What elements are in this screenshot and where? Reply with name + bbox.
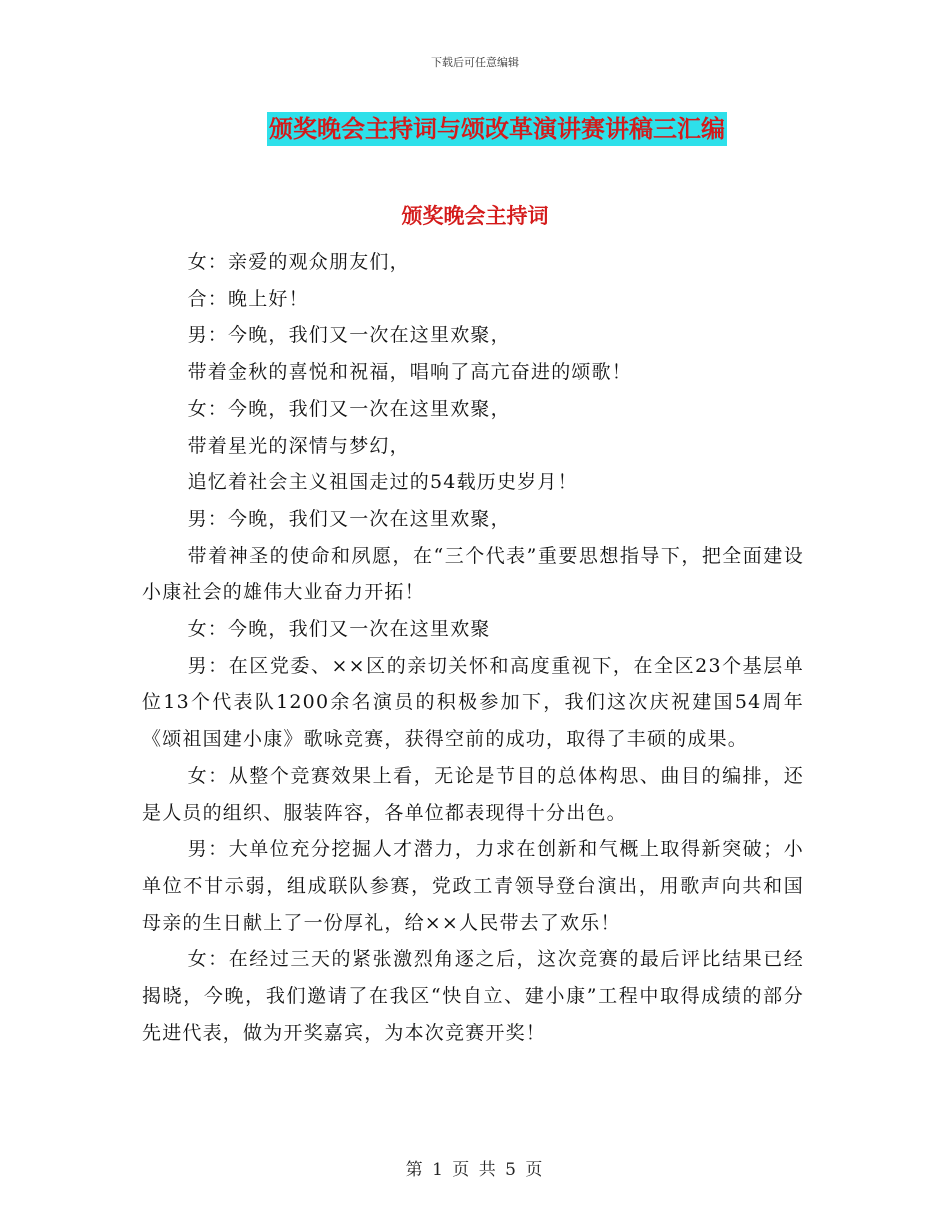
section-title: 颁奖晚会主持词: [401, 203, 549, 228]
paragraph: 女：今晚，我们又一次在这里欢聚，: [187, 397, 511, 420]
paragraph: 女：在经过三天的紧张激烈角逐之后，这次竞赛的最后评比结果已经揭晓，今晚，我们邀请了在我区“快自立、建小康”工程中取得成绩的部分先进代表，做为开奖嘉宾，为本次竞赛开奖！: [142, 948, 804, 1044]
document-title-container: [0, 112, 950, 146]
paragraph: 女：亲爱的观众朋友们，: [187, 251, 410, 273]
page-number-footer: 第 1 页 共 5 页: [405, 1160, 545, 1180]
paragraph: 女：今晚，我们又一次在这里欢聚: [187, 618, 491, 641]
paragraph: 男：在区党委、××区的亲切关怀和高度重视下，在全区23个基层单位13个代表队1200余名演员的积极参加下，我们这次庆祝建国54周年《颂祖国建小康》歌咏竞赛，获得空前的成功，取得了丰硕的成果。: [142, 654, 804, 751]
document-title: 颁奖晚会主持词与颂改革演讲赛讲稿三汇编: [267, 112, 727, 146]
document-body: [142, 244, 804, 1051]
paragraph: 合：晚上好！: [187, 287, 309, 310]
paragraph: 女：从整个竞赛效果上看，无论是节目的总体构思、曲目的编排，还是人员的组织、服装阵容，各单位都表现得十分出色。: [142, 764, 804, 824]
paragraph: 男：今晚，我们又一次在这里欢聚，: [187, 507, 511, 530]
paragraph: 带着星光的深情与梦幻，: [187, 434, 410, 457]
paragraph: 带着神圣的使命和夙愿，在“三个代表”重要思想指导下，把全面建设小康社会的雄伟大业奋力开拓！: [142, 544, 804, 604]
paragraph: 男：今晚，我们又一次在这里欢聚，: [187, 324, 511, 347]
paragraph: 男：大单位充分挖掘人才潜力，力求在创新和气概上取得新突破；小单位不甘示弱，组成联队参赛，党政工青领导登台演出，用歌声向共和国母亲的生日献上了一份厚礼，给××人民带去了欢乐！: [142, 838, 804, 934]
paragraph: 追忆着社会主义祖国走过的54载历史岁月！: [187, 471, 578, 494]
page-header-note: 下载后可任意编辑: [431, 56, 519, 69]
paragraph: 带着金秋的喜悦和祝福，唱响了高亢奋进的颂歌！: [187, 361, 632, 384]
